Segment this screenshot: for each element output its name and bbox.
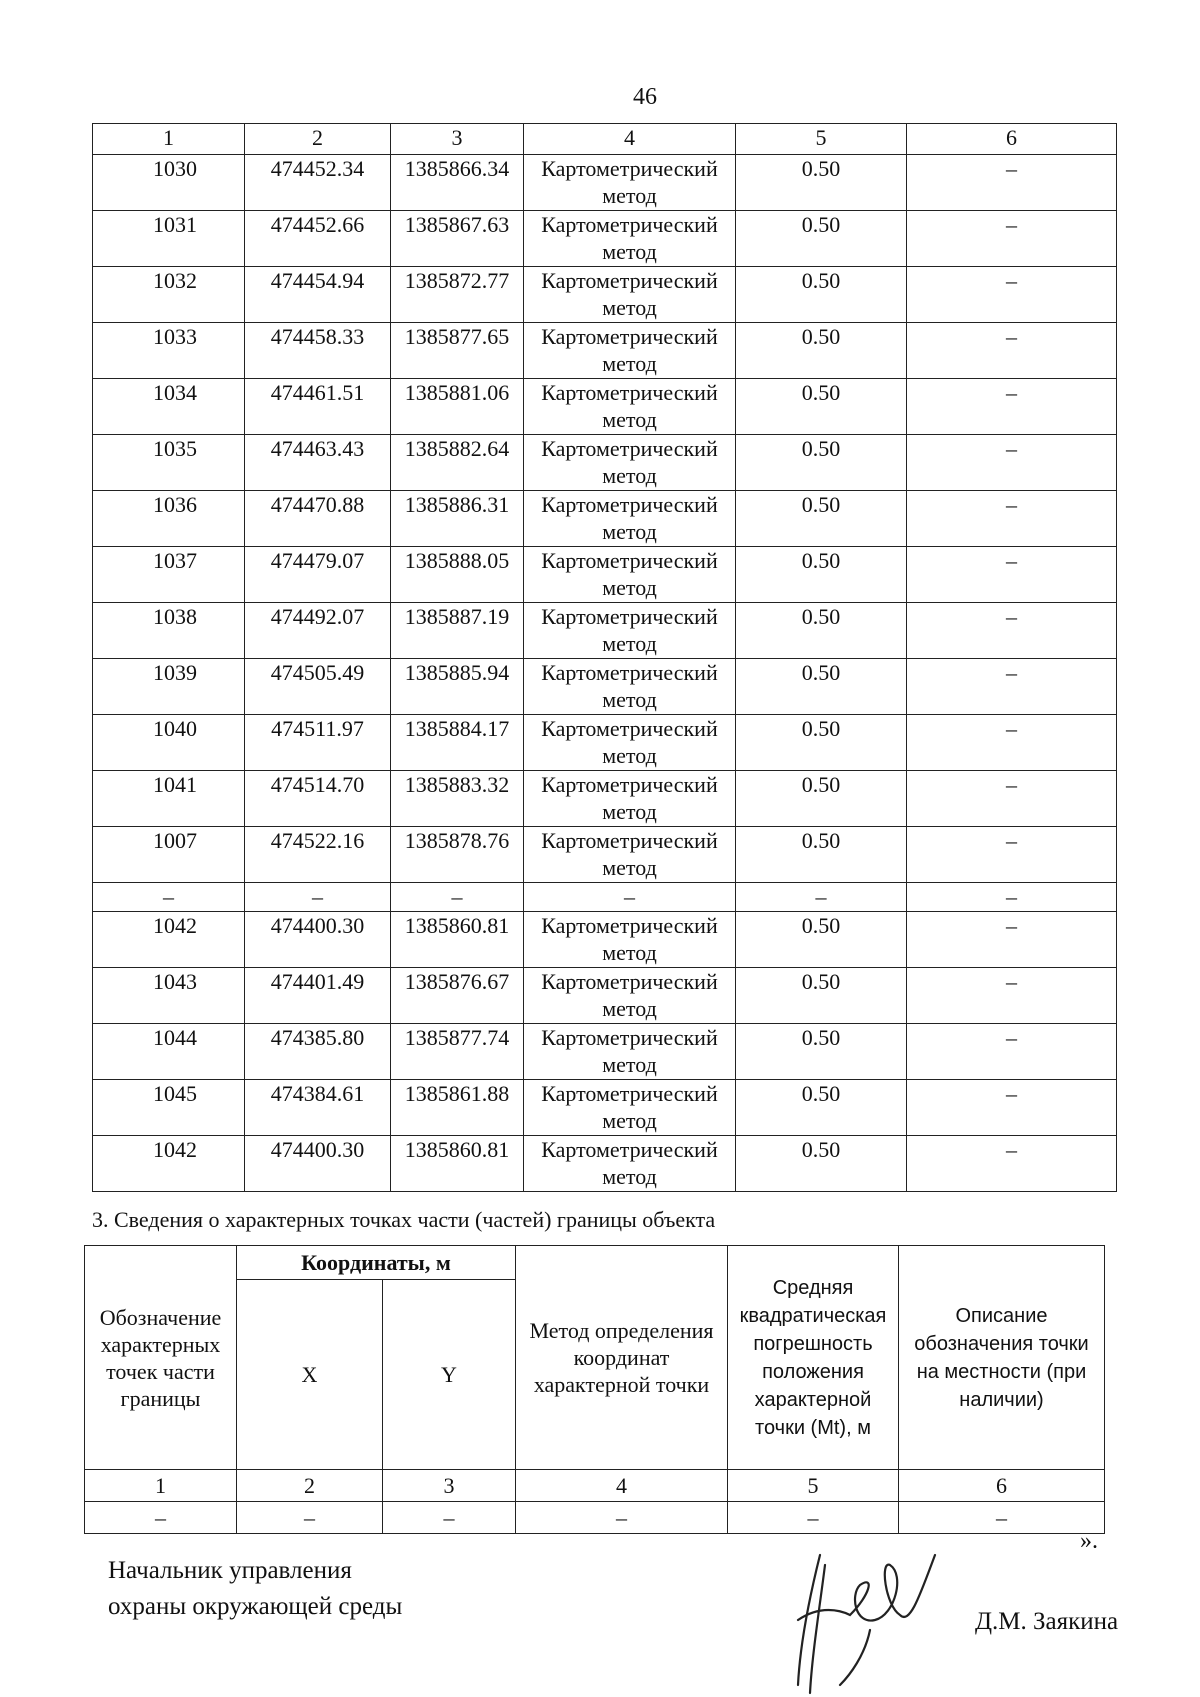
cell-x: 474452.34 xyxy=(245,155,391,211)
cell-error: 0.50 xyxy=(736,1080,907,1136)
position-line-1: Начальник управления xyxy=(108,1557,352,1584)
cell-point: 1007 xyxy=(93,827,245,883)
cell-method: Картометрический метод xyxy=(524,1080,736,1136)
cell-method: Картометрический метод xyxy=(524,155,736,211)
cell-point: 1037 xyxy=(93,547,245,603)
cell-method: Картометрический метод xyxy=(524,323,736,379)
table-row xyxy=(93,771,1117,827)
cell-method: Картометрический метод xyxy=(524,912,736,968)
col-number-5: 5 xyxy=(728,1470,899,1502)
cell-desc: – xyxy=(907,771,1117,827)
cell-x: 474505.49 xyxy=(245,659,391,715)
header-method: Метод определения координат характерной точки xyxy=(516,1246,728,1470)
cell-method: Картометрический метод xyxy=(524,659,736,715)
cell-x: 474470.88 xyxy=(245,491,391,547)
table-row xyxy=(93,603,1117,659)
cell-point: 1034 xyxy=(93,379,245,435)
cell-desc: – xyxy=(907,435,1117,491)
header-y: Y xyxy=(383,1280,516,1470)
handwritten-signature xyxy=(780,1535,950,1695)
cell-x: 474385.80 xyxy=(245,1024,391,1080)
signer-name: Д.М. Заякина xyxy=(975,1608,1119,1635)
cell-point: 1030 xyxy=(93,155,245,211)
cell-method: Картометрический метод xyxy=(524,1024,736,1080)
table-row xyxy=(93,1136,1117,1192)
cell-point: 1033 xyxy=(93,323,245,379)
cell-x: 474452.66 xyxy=(245,211,391,267)
cell-desc: – xyxy=(907,912,1117,968)
position-line-2: охраны окружающей среды xyxy=(108,1593,403,1620)
column-number: 4 xyxy=(524,124,736,155)
separator-cell: – xyxy=(524,883,736,912)
separator-cell: – xyxy=(391,883,524,912)
cell-point: 1041 xyxy=(93,771,245,827)
table-row xyxy=(93,1024,1117,1080)
cell-x: 474514.70 xyxy=(245,771,391,827)
cell-error: 0.50 xyxy=(736,491,907,547)
cell-y: 1385860.81 xyxy=(391,1136,524,1192)
cell-x: 474463.43 xyxy=(245,435,391,491)
cell-point: 1042 xyxy=(93,1136,245,1192)
cell-y: 1385867.63 xyxy=(391,211,524,267)
empty-cell: – xyxy=(237,1502,383,1534)
cell-point: 1044 xyxy=(93,1024,245,1080)
cell-desc: – xyxy=(907,1080,1117,1136)
table-row xyxy=(93,435,1117,491)
col-number-6: 6 xyxy=(899,1470,1105,1502)
cell-point: 1043 xyxy=(93,968,245,1024)
cell-desc: – xyxy=(907,1136,1117,1192)
cell-desc: – xyxy=(907,323,1117,379)
cell-method: Картометрический метод xyxy=(524,211,736,267)
separator-cell: – xyxy=(907,883,1117,912)
header-coordinates: Координаты, м xyxy=(237,1246,516,1280)
empty-cell: – xyxy=(899,1502,1105,1534)
cell-y: 1385877.65 xyxy=(391,323,524,379)
cell-x: 474384.61 xyxy=(245,1080,391,1136)
cell-x: 474522.16 xyxy=(245,827,391,883)
cell-error: 0.50 xyxy=(736,659,907,715)
cell-method: Картометрический метод xyxy=(524,715,736,771)
cell-error: 0.50 xyxy=(736,323,907,379)
cell-method: Картометрический метод xyxy=(524,491,736,547)
cell-y: 1385872.77 xyxy=(391,267,524,323)
separator-cell: – xyxy=(245,883,391,912)
cell-error: 0.50 xyxy=(736,968,907,1024)
cell-desc: – xyxy=(907,659,1117,715)
header-x: X xyxy=(237,1280,383,1470)
cell-point: 1032 xyxy=(93,267,245,323)
col-number-2: 2 xyxy=(237,1470,383,1502)
cell-method: Картометрический метод xyxy=(524,1136,736,1192)
closing-quote: ». xyxy=(1080,1528,1098,1554)
cell-method: Картометрический метод xyxy=(524,547,736,603)
cell-desc: – xyxy=(907,267,1117,323)
cell-point: 1038 xyxy=(93,603,245,659)
cell-error: 0.50 xyxy=(736,1024,907,1080)
separator-row xyxy=(93,883,1117,912)
table-row xyxy=(93,827,1117,883)
table-row xyxy=(93,547,1117,603)
cell-point: 1035 xyxy=(93,435,245,491)
cell-x: 474461.51 xyxy=(245,379,391,435)
cell-y: 1385876.67 xyxy=(391,968,524,1024)
column-number: 2 xyxy=(245,124,391,155)
table-row xyxy=(93,323,1117,379)
cell-error: 0.50 xyxy=(736,715,907,771)
cell-y: 1385860.81 xyxy=(391,912,524,968)
cell-y: 1385884.17 xyxy=(391,715,524,771)
table-row xyxy=(93,155,1117,211)
cell-method: Картометрический метод xyxy=(524,267,736,323)
cell-desc: – xyxy=(907,715,1117,771)
separator-cell: – xyxy=(736,883,907,912)
part-boundary-points-table xyxy=(84,1245,1105,1534)
cell-error: 0.50 xyxy=(736,379,907,435)
table-row xyxy=(93,379,1117,435)
cell-desc: – xyxy=(907,379,1117,435)
cell-y: 1385866.34 xyxy=(391,155,524,211)
cell-error: 0.50 xyxy=(736,435,907,491)
empty-cell: – xyxy=(516,1502,728,1534)
cell-x: 474458.33 xyxy=(245,323,391,379)
cell-error: 0.50 xyxy=(736,267,907,323)
cell-x: 474400.30 xyxy=(245,1136,391,1192)
cell-error: 0.50 xyxy=(736,603,907,659)
header-designation: Обозначение характерных точек части границы xyxy=(85,1246,237,1470)
cell-desc: – xyxy=(907,1024,1117,1080)
boundary-points-table xyxy=(92,123,1117,1192)
table-row xyxy=(93,715,1117,771)
cell-x: 474400.30 xyxy=(245,912,391,968)
cell-y: 1385888.05 xyxy=(391,547,524,603)
cell-x: 474492.07 xyxy=(245,603,391,659)
col-number-1: 1 xyxy=(85,1470,237,1502)
table-row xyxy=(93,1080,1117,1136)
cell-desc: – xyxy=(907,491,1117,547)
cell-method: Картометрический метод xyxy=(524,827,736,883)
cell-point: 1045 xyxy=(93,1080,245,1136)
cell-error: 0.50 xyxy=(736,1136,907,1192)
cell-point: 1036 xyxy=(93,491,245,547)
section-3-title: 3. Сведения о характерных точках части (частей) границы объекта xyxy=(92,1207,716,1232)
cell-error: 0.50 xyxy=(736,912,907,968)
cell-point: 1039 xyxy=(93,659,245,715)
page-number: 46 xyxy=(633,84,657,110)
cell-desc: – xyxy=(907,603,1117,659)
cell-x: 474454.94 xyxy=(245,267,391,323)
cell-error: 0.50 xyxy=(736,771,907,827)
table-row xyxy=(93,912,1117,968)
table-row xyxy=(93,491,1117,547)
table-row xyxy=(93,211,1117,267)
header-error: Средняя квадратическая погрешность положения характерной точки (Mt), м xyxy=(728,1246,899,1470)
column-number: 6 xyxy=(907,124,1117,155)
cell-method: Картометрический метод xyxy=(524,603,736,659)
header-row xyxy=(93,124,1117,155)
col-number-4: 4 xyxy=(516,1470,728,1502)
table-row xyxy=(93,968,1117,1024)
cell-method: Картометрический метод xyxy=(524,379,736,435)
cell-y: 1385883.32 xyxy=(391,771,524,827)
separator-cell: – xyxy=(93,883,245,912)
cell-error: 0.50 xyxy=(736,547,907,603)
cell-y: 1385887.19 xyxy=(391,603,524,659)
empty-cell: – xyxy=(85,1502,237,1534)
cell-y: 1385878.76 xyxy=(391,827,524,883)
cell-desc: – xyxy=(907,211,1117,267)
cell-method: Картометрический метод xyxy=(524,771,736,827)
table-row xyxy=(93,659,1117,715)
cell-error: 0.50 xyxy=(736,211,907,267)
cell-y: 1385877.74 xyxy=(391,1024,524,1080)
cell-y: 1385861.88 xyxy=(391,1080,524,1136)
cell-desc: – xyxy=(907,547,1117,603)
cell-x: 474511.97 xyxy=(245,715,391,771)
signatory-position xyxy=(108,1553,402,1625)
empty-cell: – xyxy=(728,1502,899,1534)
cell-desc: – xyxy=(907,827,1117,883)
cell-point: 1031 xyxy=(93,211,245,267)
cell-y: 1385886.31 xyxy=(391,491,524,547)
cell-method: Картометрический метод xyxy=(524,435,736,491)
cell-y: 1385882.64 xyxy=(391,435,524,491)
cell-point: 1042 xyxy=(93,912,245,968)
column-number: 5 xyxy=(736,124,907,155)
cell-point: 1040 xyxy=(93,715,245,771)
header-description: Описание обозначения точки на местности (при наличии) xyxy=(899,1246,1105,1470)
cell-desc: – xyxy=(907,968,1117,1024)
cell-y: 1385885.94 xyxy=(391,659,524,715)
table-row xyxy=(93,267,1117,323)
cell-desc: – xyxy=(907,155,1117,211)
cell-error: 0.50 xyxy=(736,155,907,211)
cell-method: Картометрический метод xyxy=(524,968,736,1024)
cell-y: 1385881.06 xyxy=(391,379,524,435)
cell-error: 0.50 xyxy=(736,827,907,883)
col-number-3: 3 xyxy=(383,1470,516,1502)
cell-x: 474479.07 xyxy=(245,547,391,603)
cell-x: 474401.49 xyxy=(245,968,391,1024)
empty-cell: – xyxy=(383,1502,516,1534)
column-number: 1 xyxy=(93,124,245,155)
column-number: 3 xyxy=(391,124,524,155)
